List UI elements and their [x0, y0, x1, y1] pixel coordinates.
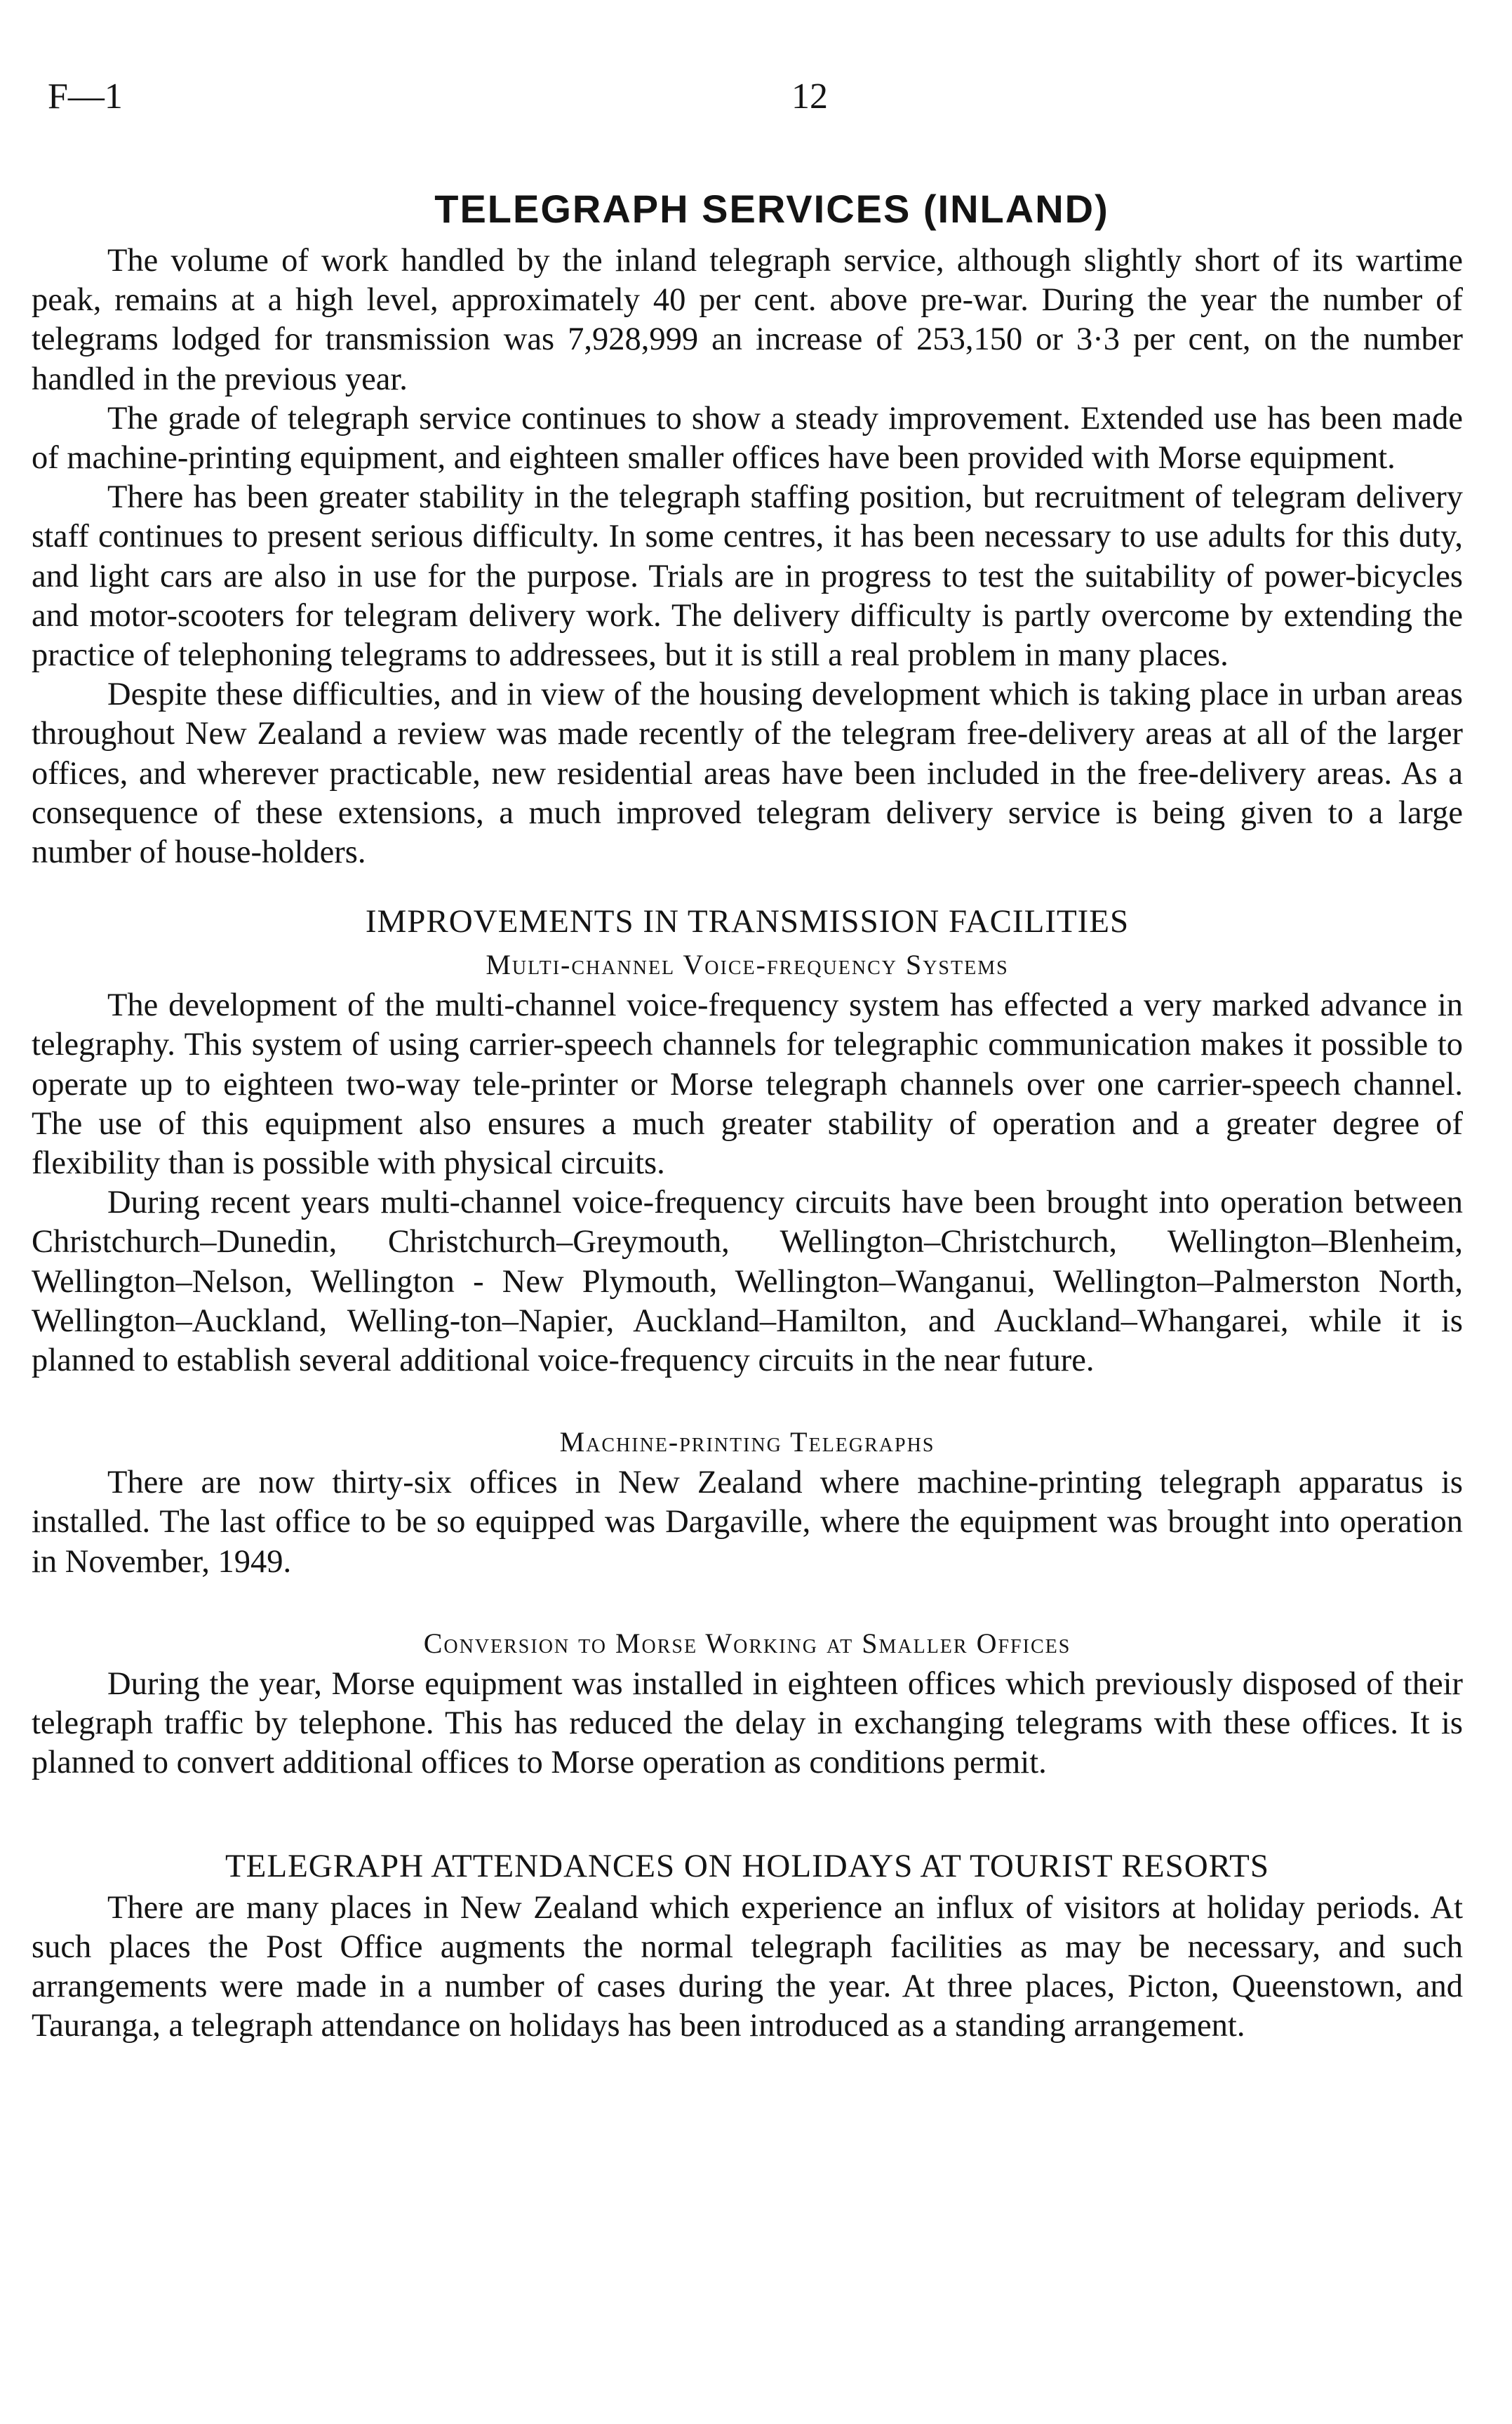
spacer	[32, 872, 1463, 899]
intro-paragraph-grade: The grade of telegraph service continues to show a steady improvement. Extended use has been made of machine-printing equipment, and eighteen smaller offices have been provided with Morse equipment.	[32, 400, 1463, 477]
page-number: 12	[791, 76, 828, 116]
intro-paragraph-volume: The volume of work handled by the inland telegraph service, although slightly short of its wartime peak, remains at a high level, approximately 40 per cent. above pre-war. During the year the number of telegrams lodged for transmission was 7,928,999 an increase of 253,150 or 3·3 per cent, on the number handled in the previous year.	[32, 243, 1463, 397]
holidays-heading: TELEGRAPH ATTENDANCES ON HOLIDAYS AT TOURIST RESORTS	[225, 1847, 1270, 1884]
holidays-paragraph: There are many places in New Zealand which experience an influx of visitors at holiday periods. At such places the Post Office augments the normal telegraph facilities as may be necessary, and such arrangements were made in a number of cases during the year. At three places, Picton, Queenstown, and Tauranga, a telegraph attendance on holidays has been introduced as a standing arrangement.	[32, 1889, 1463, 2044]
spacer	[32, 1783, 1463, 1844]
spacer	[32, 1380, 1463, 1421]
page-title: TELEGRAPH SERVICES (INLAND)	[434, 187, 1109, 231]
page-content	[32, 184, 1463, 2046]
improvements-heading: IMPROVEMENTS IN TRANSMISSION FACILITIES	[365, 903, 1130, 940]
multi-channel-paragraph-circuits: During recent years multi-channel voice-frequency circuits have been brought into operation between Christchurch–Dunedin, Christchurch–Greymouth, Wellington–Christchurch, Wellington–Blenheim, Wellington–Nelson, Wellington - New Plymouth, Wellington–Wanganui, Wellington–Palmerston North, Wellington–Auckland, Welling-ton–Napier, Auckland–Hamilton, and Auckland–Whangarei, while it is planned to establish several additional voice-frequency circuits in the near future.	[32, 1185, 1463, 1379]
multi-channel-paragraph-development: The development of the multi-channel voice-frequency system has effected a very marked advance in telegraphy. This system of using carrier-speech channels for telegraphic communication makes it possible to operate up to eighteen two-way tele-printer or Morse telegraph channels over one carrier-speech channel. The use of this equipment also ensures a much greater stability of operation and a greater degree of flexibility than is possible with physical circuits.	[32, 987, 1463, 1182]
multi-channel-heading: Multi-channel Voice-frequency Systems	[486, 949, 1009, 981]
morse-conversion-heading: Conversion to Morse Working at Smaller Offices	[423, 1627, 1071, 1659]
machine-printing-paragraph: There are now thirty-six offices in New Zealand where machine-printing telegraph apparatus is installed. The last office to be so equipped was Dargaville, where the equipment was brought into operation in November, 1949.	[32, 1465, 1463, 1580]
morse-conversion-paragraph: During the year, Morse equipment was installed in eighteen offices which previously disposed of their telegraph traffic by telephone. This has reduced the delay in exchanging telegrams with these offices. It is planned to convert additional offices to Morse operation as conditions permit.	[32, 1665, 1463, 1781]
machine-printing-heading: Machine-printing Telegraphs	[559, 1426, 935, 1458]
spacer	[32, 1582, 1463, 1623]
intro-paragraph-delivery-areas: Despite these difficulties, and in view of the housing development which is taking place in urban areas throughout New Zealand a review was made recently of the telegram free-delivery areas at all of the larger offices, and wherever practicable, new residential areas have been included in the free-delivery areas. As a consequence of these extensions, a much improved telegram delivery service is being given to a large number of house-holders.	[32, 677, 1463, 871]
intro-paragraph-staffing: There has been greater stability in the telegraph staffing position, but recruitment of telegram delivery staff continues to present serious difficulty. In some centres, it has been necessary to use adults for this duty, and light cars are also in use for the purpose. Trials are in progress to test the suitability of power-bicycles and motor-scooters for telegram delivery work. The delivery difficulty is partly overcome by extending the practice of telephoning telegrams to addressees, but it is still a real problem in many places.	[32, 479, 1463, 674]
running-header	[48, 69, 1465, 125]
document-reference: F—1	[48, 76, 123, 116]
